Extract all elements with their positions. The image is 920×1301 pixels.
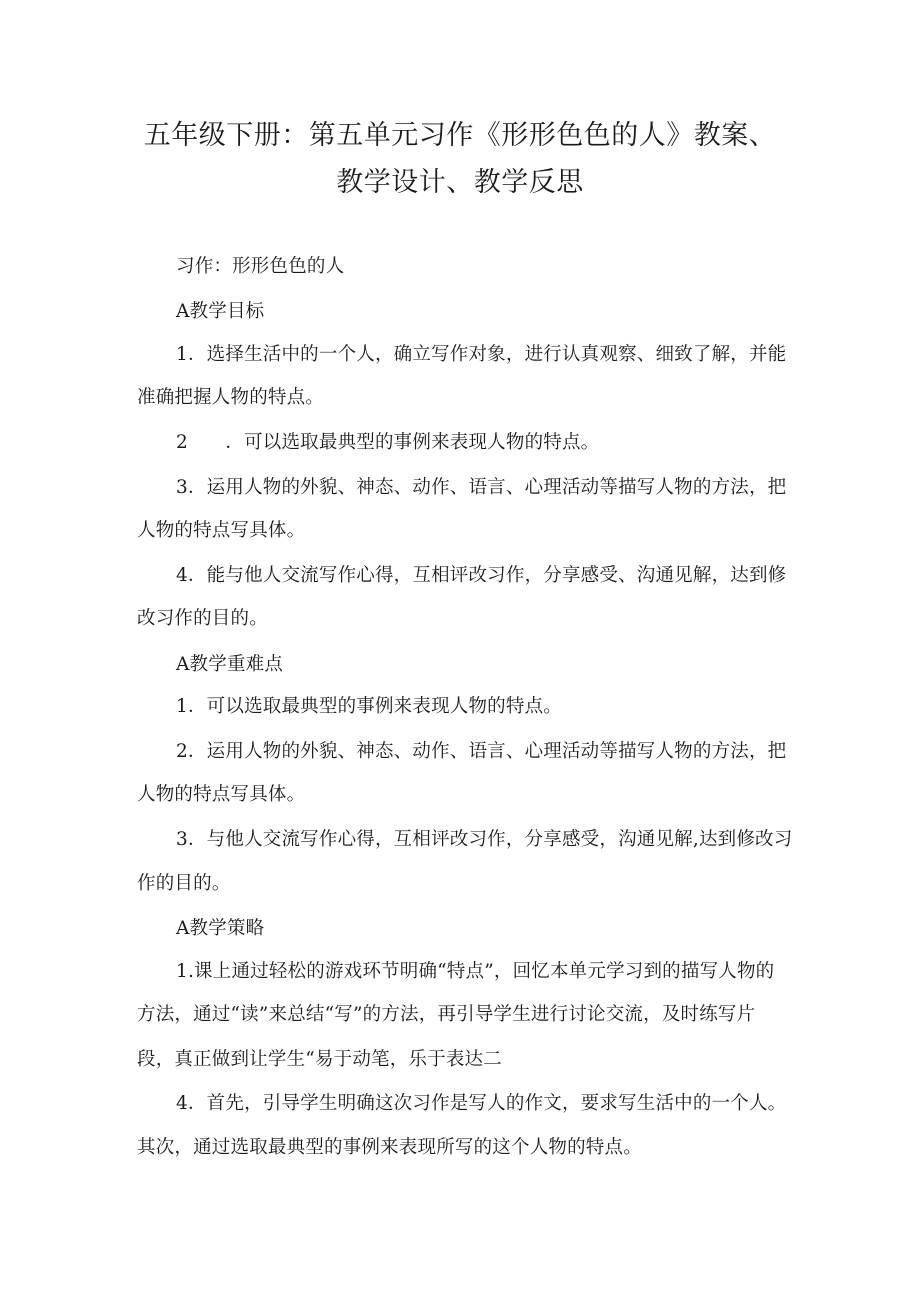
- strategy-1-line-2: 方法，通过“读”来总结“写”的方法，再引导学生进行讨论交流，及时练写片: [137, 1004, 756, 1025]
- section-heading-objectives: A教学目标: [176, 301, 265, 322]
- key-point-2-line-2: 人物的特点写具体。: [137, 784, 306, 805]
- key-point-1: 1．可以选取最典型的事例来表现人物的特点。: [176, 696, 562, 717]
- strategy-4-line-2: 其次，通过选取最典型的事例来表现所写的这个人物的特点。: [137, 1137, 642, 1158]
- document-title-line-2: 教学设计、教学反思: [336, 167, 584, 198]
- strategy-1-line-1: 1.课上通过轻松的游戏环节明确“特点”，回忆本单元学习到的描写人物的: [176, 961, 775, 982]
- section-heading-key-points: A教学重难点: [176, 654, 284, 675]
- objective-2: 2 ．可以选取最典型的事例来表现人物的特点。: [176, 432, 600, 453]
- strategy-1-line-3: 段，真正做到让学生“易于动笔，乐于表达二: [137, 1049, 502, 1070]
- objective-4-line-2: 改习作的目的。: [137, 608, 268, 629]
- objective-3-line-1: 3．运用人物的外貌、神态、动作、语言、心理活动等描写人物的方法，把: [176, 477, 787, 498]
- objective-4-line-1: 4．能与他人交流写作心得，互相评改习作，分享感受、沟通见解，达到修: [176, 565, 787, 586]
- objective-3-line-2: 人物的特点写具体。: [137, 520, 306, 541]
- key-point-3-line-2: 作的目的。: [137, 873, 231, 894]
- objective-1-line-2: 准确把握人物的特点。: [137, 387, 325, 408]
- key-point-2-line-1: 2．运用人物的外貌、神态、动作、语言、心理活动等描写人物的方法，把: [176, 741, 787, 762]
- objective-1-line-1: 1．选择生活中的一个人，确立写作对象，进行认真观察、细致了解，并能: [176, 344, 787, 365]
- document-title-line-1: 五年级下册：第五单元习作《形形色色的人》教案、: [143, 120, 777, 151]
- subtitle: 习作：形形色色的人: [176, 256, 345, 277]
- key-point-3-line-1: 3．与他人交流写作心得，互相评改习作，分享感受，沟通见解,达到修改习: [176, 829, 793, 850]
- strategy-4-line-1: 4．首先，引导学生明确这次习作是写人的作文，要求写生活中的一个人。: [176, 1093, 787, 1114]
- section-heading-strategy: A教学策略: [176, 918, 265, 939]
